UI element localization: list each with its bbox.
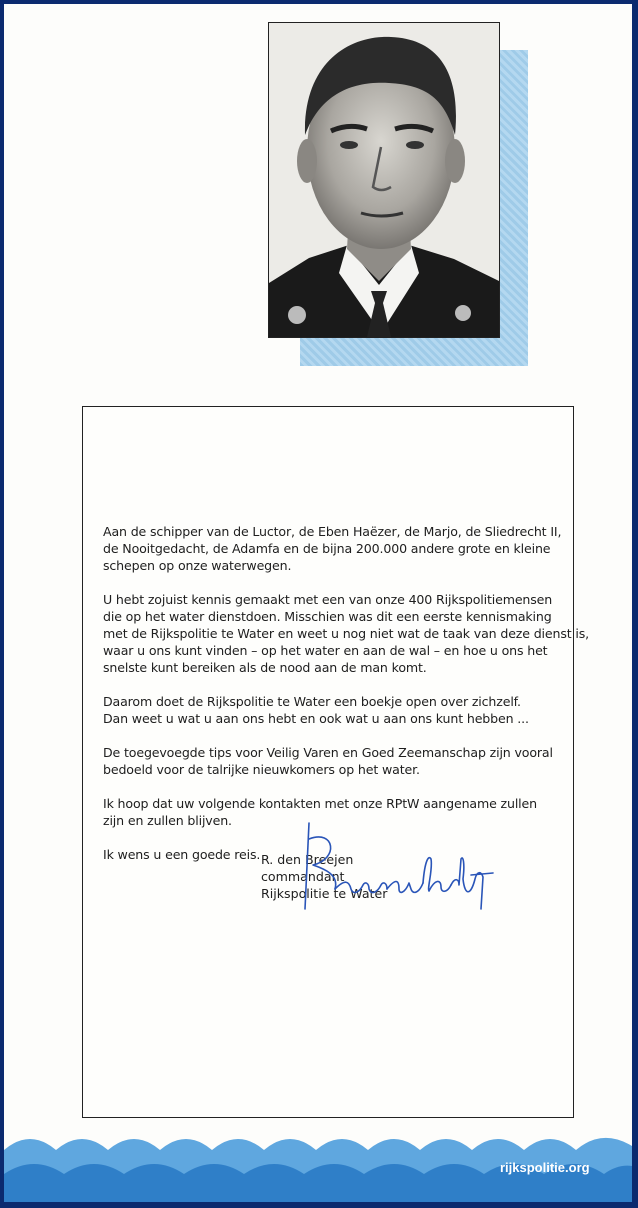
- handwritten-signature: [295, 819, 505, 915]
- letter-line: Ik wens u een goede reis.: [103, 847, 261, 862]
- letter-line: bedoeld voor de talrijke nieuwkomers op het water.: [103, 762, 420, 777]
- letter-line: waar u ons kunt vinden – op het water en aan de wal – en hoe u ons het: [103, 643, 548, 658]
- letter-line: U hebt zojuist kennis gemaakt met een van onze 400 Rijkspolitiemensen: [103, 592, 553, 607]
- portrait-illustration: [269, 23, 499, 337]
- letter-line: De toegevoegde tips voor Veilig Varen en Goed Zeemanschap zijn vooral: [103, 745, 553, 760]
- website-label: rijkspolitie.org: [500, 1160, 590, 1175]
- letter-line: de Nooitgedacht, de Adamfa en de bijna 200.000 andere grote en kleine: [103, 541, 551, 556]
- letter-paragraph-4: [103, 744, 563, 778]
- letter-line: schepen op onze waterwegen.: [103, 558, 292, 573]
- letter-line: Dan weet u wat u aan ons hebt en ook wat u aan ons kunt hebben ...: [103, 711, 529, 726]
- scanned-page: [4, 4, 632, 1202]
- letter-line: met de Rijkspolitie te Water en weet u nog niet wat de taak van deze dienst is,: [103, 626, 589, 641]
- signatory-organization: Rijkspolitie te Water: [261, 886, 388, 901]
- portrait-photo: [268, 22, 500, 338]
- letter-paragraph-3: [103, 693, 563, 727]
- letter-paragraph-2: [103, 591, 589, 676]
- letter-line: zijn en zullen blijven.: [103, 813, 232, 828]
- letter-paragraph-1: [103, 523, 563, 574]
- letter-line: Ik hoop dat uw volgende kontakten met onze RPtW aangename zullen: [103, 796, 537, 811]
- signatory-title: commandant: [261, 869, 345, 884]
- letter-frame: [82, 406, 589, 1118]
- letter-line: Daarom doet de Rijkspolitie te Water een boekje open over zichzelf.: [103, 694, 521, 709]
- letter-line: die op het water dienstdoen. Misschien was dit een eerste kennismaking: [103, 609, 552, 624]
- letter-line: Aan de schipper van de Luctor, de Eben Haëzer, de Marjo, de Sliedrecht II,: [103, 524, 562, 539]
- signatory-name: R. den Breejen: [261, 852, 354, 867]
- letter-line: snelste kunt bereiken als de nood aan de man komt.: [103, 660, 427, 675]
